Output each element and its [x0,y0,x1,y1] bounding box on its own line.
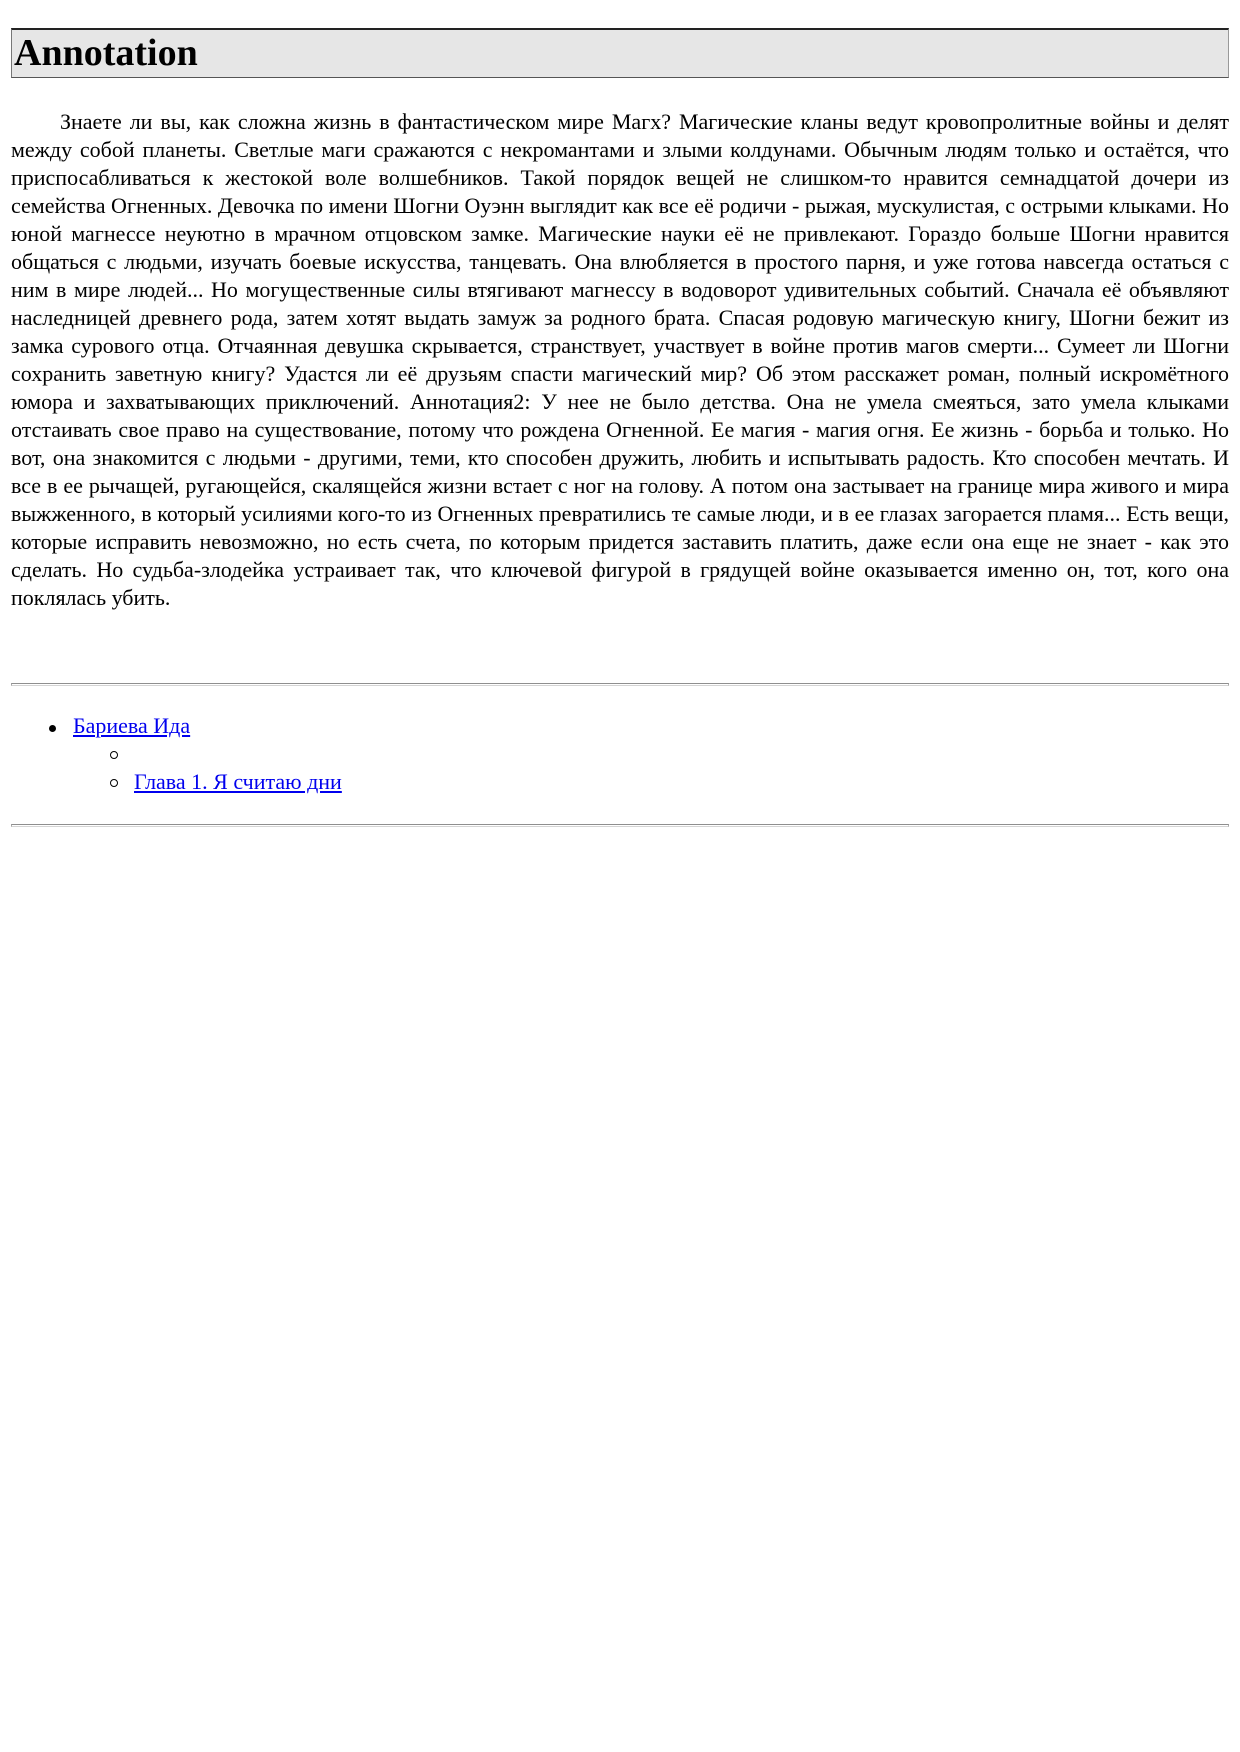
horizontal-rule [11,683,1229,686]
annotation-text: Знаете ли вы, как сложна жизнь в фантастическом мире Магх? Магические кланы ведут кровопролитные войны и делят между собой планеты. Светлые маги сражаются с некромантами и злыми колдунами. Обычным людям только и остаётся, что приспосабливаться к жестокой воле волшебников. Такой порядок вещей не слишком-то нравится семнадцатой дочери из семейства Огненных. Девочка по имени Шогни Оуэнн выглядит как все её родичи - рыжая, мускулистая, с острыми клыками. Но юной магнессе неуютно в мрачном отцовском замке. Магические науки её не привлекают. Гораздо больше Шогни нравится общаться с людьми, изучать боевые искусства, танцевать. Она влюбляется в простого парня, и уже готова навсегда остаться с ним в мире людей... Но могущественные силы втягивают магнессу в водоворот удивительных событий. Сначала её объявляют наследницей древнего рода, затем хотят выдать замуж за родного брата. Спасая родовую магическую книгу, Шогни бежит из замка сурового отца. Отчаянная девушка скрывается, странствует, участвует в войне против магов смерти... Сумеет ли Шогни сохранить заветную книгу? Удастся ли её друзьям спасти магический мир? Об этом расскажет роман, полный искромётного юмора и захватывающих приключений. Аннотация2: У нее не было детства. Она не умела смеяться, зато умела клыками отстаивать свое право на существование, потому что рождена Огненной. Ее магия - магия огня. Ее жизнь - борьба и только. Но вот, она знакомится с людьми - другими, теми, кто способен дружить, любить и испытывать радость. Кто способен мечтать. И все в ее рычащей, ругающейся, скалящейся жизни встает с ног на голову. А потом она застывает на границе мира живого и мира выжженного, в который усилиями кого-то из Огненных превратились те самые люди, и в ее глазах загорается пламя... Есть вещи, которые исправить невозможно, но есть счета, по которым придется заставить платить, даже если она еще не знает - как это сделать. Но судьба-злодейка устраивает так, что ключевой фигурой в грядущей войне оказывается именно он, тот, кого она поклялась убить. [11,109,1229,610]
circle-bullet-icon [110,779,118,787]
author-link[interactable]: Бариева Ида [73,713,191,738]
section-heading: Annotation [11,28,1229,78]
circle-bullet-icon [110,751,118,759]
chapter-link[interactable]: Глава 1. Я считаю дни [134,769,342,794]
horizontal-rule [11,824,1229,827]
disc-bullet-icon [49,725,56,732]
